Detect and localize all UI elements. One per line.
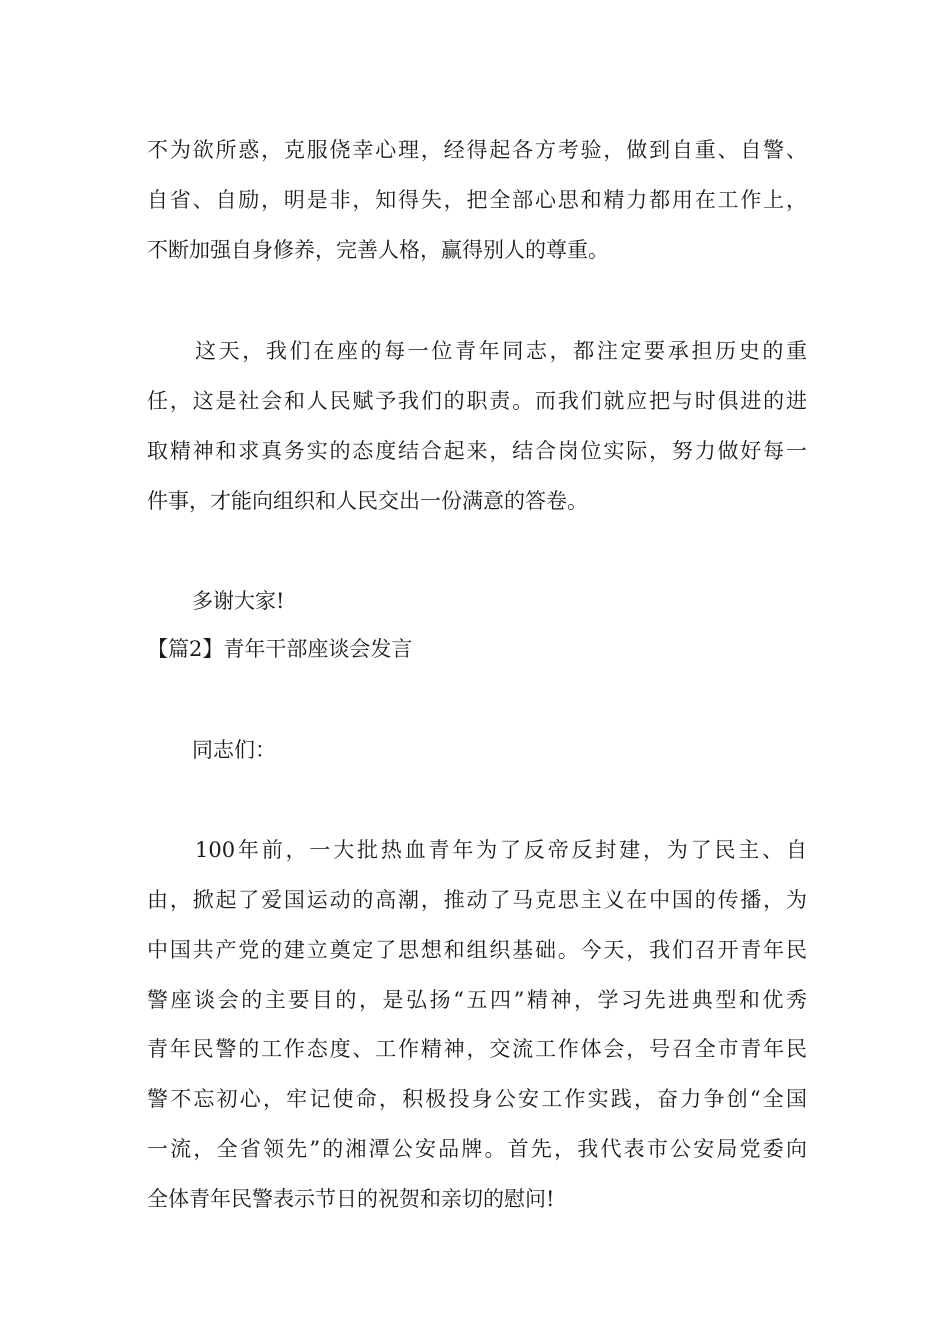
paragraph-1-line-3: 不断加强自身修养，完善人格，赢得别人的尊重。 [147, 238, 609, 262]
paragraph-3-line-3: 中国共产党的建立奠定了思想和组织基础。今天，我们召开青年民 [147, 938, 807, 962]
paragraph-3-line-6: 警不忘初心，牢记使命，积极投身公安工作实践，奋力争创“全国 [147, 1087, 807, 1111]
paragraph-1-line-1: 不为欲所惑，克服侥幸心理，经得起各方考验，做到自重、自警、 [147, 138, 807, 162]
paragraph-3-line-5: 青年民警的工作态度、工作精神，交流工作体会，号召全市青年民 [147, 1037, 807, 1061]
thanks-line: 多谢大家! [192, 589, 285, 613]
paragraph-2-line-1: 这天，我们在座的每一位青年同志，都注定要承担历史的重 [195, 339, 807, 363]
paragraph-2-line-3: 取精神和求真务实的态度结合起来，结合岗位实际，努力做好每一 [147, 439, 807, 463]
paragraph-1-line-2: 自省、自励，明是非，知得失，把全部心思和精力都用在工作上， [147, 188, 807, 212]
paragraph-3-line-7: 一流，全省领先”的湘潭公安品牌。首先，我代表市公安局党委向 [147, 1137, 807, 1161]
paragraph-3-line-2: 由，掀起了爱国运动的高潮，推动了马克思主义在中国的传播，为 [147, 888, 807, 912]
paragraph-2-line-4: 件事，才能向组织和人民交出一份满意的答卷。 [147, 489, 588, 513]
section-heading: 【篇2】青年干部座谈会发言 [147, 637, 413, 661]
paragraph-3-line-8: 全体青年民警表示节日的祝贺和亲切的慰问! [147, 1187, 555, 1211]
paragraph-2-line-2: 任，这是社会和人民赋予我们的职责。而我们就应把与时俱进的进 [147, 389, 807, 413]
paragraph-3-line-4: 警座谈会的主要目的，是弘扬“五四”精神，学习先进典型和优秀 [147, 988, 807, 1012]
paragraph-3-line-1: 100年前，一大批热血青年为了反帝反封建，为了民主、自 [195, 838, 807, 862]
salutation: 同志们： [192, 738, 276, 762]
